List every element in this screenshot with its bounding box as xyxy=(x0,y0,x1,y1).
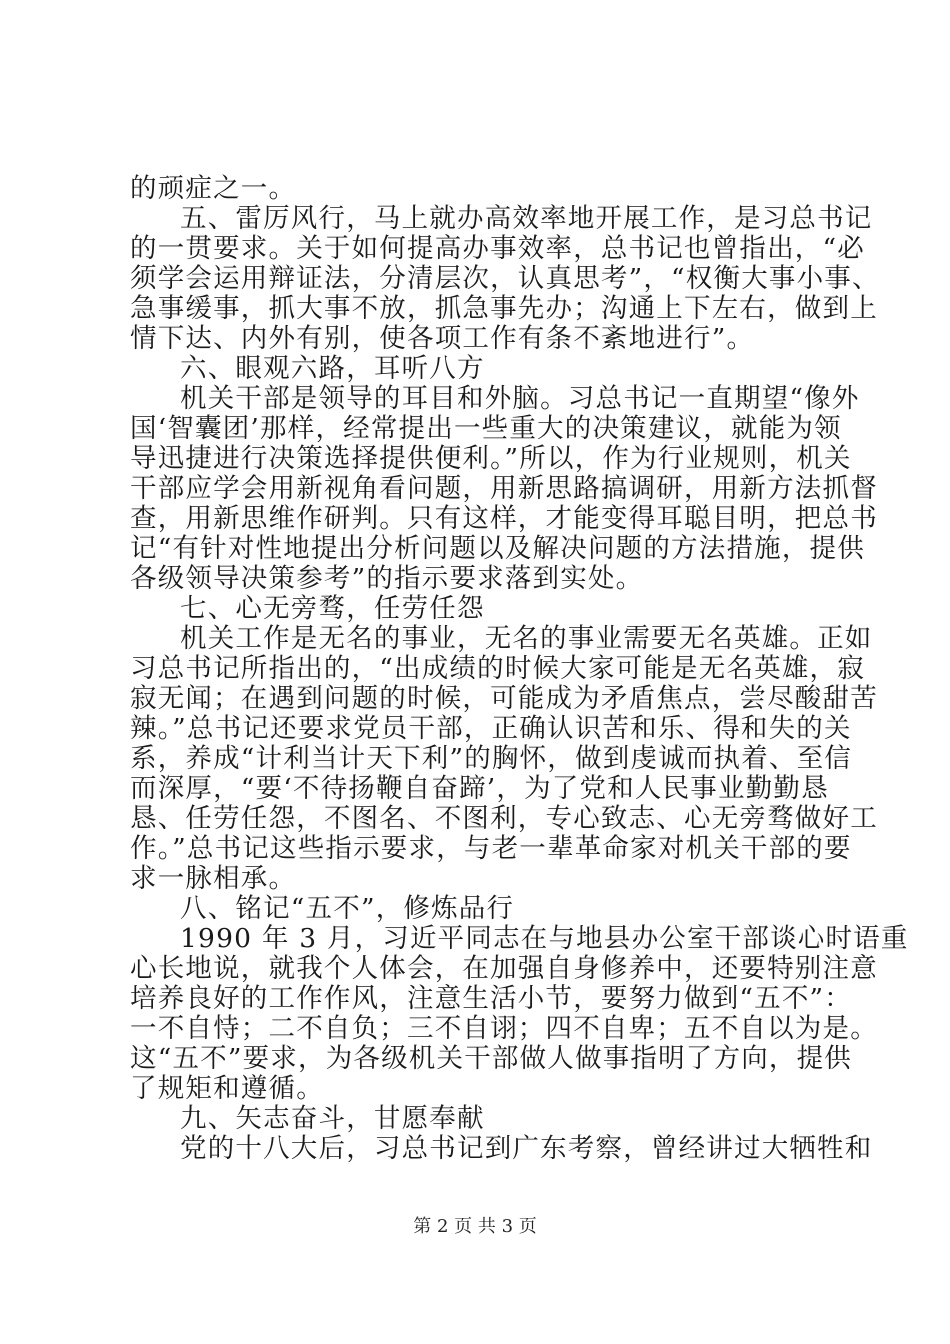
text-line: 国‘智囊团’那样，经常提出一些重大的决策建议，就能为领 xyxy=(130,413,842,444)
text-line: 培养良好的工作作风，注意生活小节，要努力做到“五不”： xyxy=(130,983,852,1014)
text-line: 求一脉相承。 xyxy=(130,863,297,894)
text-line: 的顽症之一。 xyxy=(130,173,297,204)
text-line: 心长地说，就我个人体会，在加强自身修养中，还要特别注意 xyxy=(130,953,878,984)
text-line: 各级领导决策参考”的指示要求落到实处。 xyxy=(130,563,644,594)
text-line: 了规矩和遵循。 xyxy=(130,1073,324,1104)
text-line: 五、雷厉风行，马上就办高效率地开展工作，是习总书记 xyxy=(180,203,873,234)
text-line: 系，养成“计利当计天下利”的胸怀，做到虔诚而执着、至信 xyxy=(130,743,852,774)
text-line: 恳、任劳任怨，不图名、不图利，专心致志、心无旁骛做好工 xyxy=(130,803,878,834)
text-line: 作。”总书记这些指示要求，与老一辈革命家对机关干部的要 xyxy=(130,833,852,864)
text-line: 寂无闻；在遇到问题的时候，可能成为矛盾焦点，尝尽酸甜苦 xyxy=(130,683,878,714)
text-line: 急事缓事，抓大事不放，抓急事先办；沟通上下左右，做到上 xyxy=(130,293,878,324)
text-line: 的一贯要求。关于如何提高办事效率，总书记也曾指出，“必 xyxy=(130,233,865,264)
text-line: 导迅捷进行决策选择提供便利。”所以，作为行业规则，机关 xyxy=(130,443,852,474)
text-line: 记“有针对性地提出分析问题以及解决问题的方法措施，提供 xyxy=(130,533,865,564)
text-line: 须学会运用辩证法，分清层次，认真思考”，“权衡大事小事、 xyxy=(130,263,880,294)
text-line: 而深厚，“要‘不待扬鞭自奋蹄’，为了党和人民事业勤勤恳 xyxy=(130,773,829,804)
text-line: 情下达、内外有别，使各项工作有条不紊地进行”。 xyxy=(130,323,755,354)
text-line: 干部应学会用新视角看问题，用新思路搞调研，用新方法抓督 xyxy=(130,473,878,504)
section-heading: 九、矢志奋斗，甘愿奉献 xyxy=(180,1103,485,1134)
text-line: 辣。”总书记还要求党员干部，正确认识苦和乐、得和失的关 xyxy=(130,713,852,744)
text-line: 机关干部是领导的耳目和外脑。习总书记一直期望“像外 xyxy=(180,383,860,414)
text-line: 1990 年 3 月，习近平同志在与地县办公室干部谈心时语重 xyxy=(180,923,909,954)
text-line: 查，用新思维作研判。只有这样，才能变得耳聪目明，把总书 xyxy=(130,503,878,534)
section-heading: 八、铭记“五不”，修炼品行 xyxy=(180,893,515,924)
text-line: 一不自恃；二不自负；三不自诩；四不自卑；五不自以为是。 xyxy=(130,1013,878,1044)
section-heading: 六、眼观六路，耳听八方 xyxy=(180,353,485,384)
section-heading: 七、心无旁骛，任劳任怨 xyxy=(180,593,485,624)
text-line: 党的十八大后，习总书记到广东考察，曾经讲过大牺牲和 xyxy=(180,1133,873,1164)
page-footer: 第 2 页 共 3 页 xyxy=(413,1216,537,1237)
text-line: 这“五不”要求，为各级机关干部做人做事指明了方向，提供 xyxy=(130,1043,852,1074)
text-line: 习总书记所指出的，“出成绩的时候大家可能是无名英雄，寂 xyxy=(130,653,865,684)
text-line: 机关工作是无名的事业，无名的事业需要无名英雄。正如 xyxy=(180,623,873,654)
